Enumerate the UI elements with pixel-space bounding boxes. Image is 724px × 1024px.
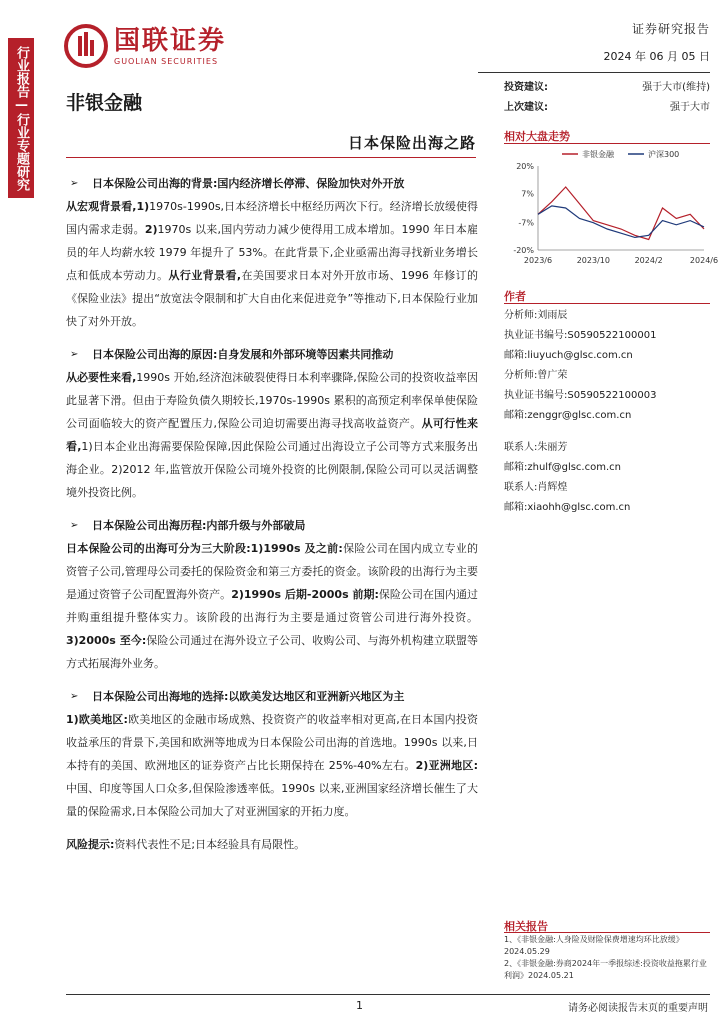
author-row [504, 306, 710, 326]
author-field-value: 朱丽芳 [537, 442, 568, 453]
logo-name-cn: 国联证券 [114, 26, 227, 56]
risk-warning [66, 833, 478, 856]
report-title: 日本保险出海之路 [347, 134, 476, 152]
author-row [504, 386, 710, 406]
author-row [504, 366, 710, 386]
rating-block [504, 78, 710, 118]
authors-section-title: 作者 [504, 290, 526, 303]
chart-series-line-0 [538, 187, 704, 240]
title-divider [66, 157, 476, 158]
risk-text: 资料代表性不足;日本经验具有局限性。 [114, 838, 306, 851]
logo-name-en: GUOLIAN SECURITIES [114, 57, 219, 66]
report-category-tab: 行业报告—行业专题研究 [8, 38, 34, 198]
author-row [504, 406, 710, 426]
author-field-label: 联系人: [504, 482, 538, 493]
bullet-arrow-icon: ➢ [70, 520, 79, 531]
risk-label: 风险提示: [66, 838, 115, 851]
author-field-label: 分析师: [504, 310, 538, 321]
related-report-item: 1、《非银金融:人身险及财险保费增速均环比放缓》2024.05.29 [504, 935, 684, 956]
author-row [504, 498, 710, 518]
author-field-value: 刘雨辰 [537, 310, 568, 321]
chart-ytick-label: -20% [513, 246, 534, 255]
section-heading-text: 日本保险公司出海的原因:自身发展和外部环境等因素共同推动 [92, 348, 394, 361]
author-field-value: 曾广荣 [537, 370, 568, 381]
author-row [504, 346, 710, 366]
chart-legend-label: 非银金融 [582, 150, 614, 159]
author-field-label: 邮箱: [504, 462, 528, 473]
rating-previous-label: 上次建议: [504, 102, 548, 113]
related-section-title: 相关报告 [504, 920, 548, 933]
bullet-arrow-icon: ➢ [70, 178, 79, 189]
author-row [504, 478, 710, 498]
section-heading [66, 172, 478, 195]
header-meta [604, 22, 710, 64]
author-field-label: 邮箱: [504, 410, 528, 421]
section-heading-text: 日本保险公司出海地的选择:以欧美发达地区和亚洲新兴地区为主 [92, 690, 405, 703]
report-type: 证券研究报告 [631, 22, 710, 36]
author-field-value: zenggr@glsc.com.cn [527, 410, 632, 421]
sector-name: 非银金融 [66, 92, 143, 114]
header-divider [478, 72, 710, 73]
company-logo [64, 24, 226, 68]
authors-section-divider [504, 303, 710, 304]
chart-ytick-label: 7% [521, 189, 534, 199]
author-field-value: S0590522100003 [567, 390, 657, 401]
author-field-label: 邮箱: [504, 350, 528, 361]
chart-legend-label: 沪深300 [648, 150, 680, 159]
author-row [504, 458, 710, 478]
chart-xtick-label: 2024/6 [689, 256, 719, 265]
section-paragraph: 从宏观背景看,1)1970s-1990s,日本经济增长中枢经历两次下行。经济增长放缓使得国内需求走弱。2)1970s 以来,国内劳动力减少使得用工成本增加。1990 年日本雇员的年人均薪水较 1979 年提升了 53%。在此背景下,企业亟需出海寻找新业务增长点和低成本劳动力。从行业背景看,在美国要求日本对外开放市场、1996 年修订的《保险业法》提出“放宽法令限制和扩大自由化来促进竞争”等推动下,日本保险行业加快了对外开放。 [66, 200, 478, 328]
bullet-arrow-icon: ➢ [70, 691, 79, 702]
chart-ytick-label: 20% [516, 162, 534, 171]
author-field-label: 邮箱: [504, 502, 528, 513]
author-field-value: xiaohh@glsc.com.cn [527, 502, 631, 513]
author-field-label: 执业证书编号: [504, 390, 568, 401]
rating-previous-value: 强于大市 [670, 102, 710, 113]
section-heading [66, 343, 478, 366]
chart-xtick-label: 2023/6 [523, 256, 553, 265]
section-heading-text: 日本保险公司出海历程:内部升级与外部破局 [92, 519, 306, 532]
section-heading [66, 685, 478, 708]
guolian-logo-icon [64, 24, 108, 68]
related-reports-list [504, 934, 710, 982]
chart-series-line-1 [538, 206, 704, 238]
relative-performance-chart [504, 146, 719, 272]
author-field-label: 执业证书编号: [504, 330, 568, 341]
authors-list [504, 306, 710, 518]
page-number: 1 [356, 999, 363, 1012]
rating-current-value: 强于大市(维持) [642, 82, 710, 93]
author-row [504, 438, 710, 458]
footer-disclaimer: 请务必阅读报告末页的重要声明 [568, 1003, 708, 1014]
chart-section-title: 相对大盘走势 [504, 130, 570, 143]
author-field-value: S0590522100001 [567, 330, 657, 341]
author-field-value: 肖辉煌 [537, 482, 568, 493]
chart-ytick-label: -7% [518, 218, 534, 228]
chart-xtick-label: 2023/10 [576, 256, 610, 265]
footer-divider [66, 994, 710, 995]
main-content [66, 172, 478, 856]
chart-xtick-label: 2024/2 [634, 256, 663, 265]
author-field-value: zhulf@glsc.com.cn [527, 462, 621, 473]
section-paragraph: 从必要性来看,1990s 开始,经济泡沫破裂使得日本利率骤降,保险公司的投资收益率因此显著下滑。但由于寿险负债久期较长,1970s-1990s 累积的高预定利率保单使保险公司面临较大的资产配置压力,保险公司迫切需要出海寻找高收益资产。从可行性来看,1)日本企业出海需要保险保障,因此保险公司通过出海设立子公司等方式来服务出海企业。2)2012 年,监管放开保险公司境外投资的比例限制,保险公司可以灵活调整境外投资比例。 [66, 371, 478, 499]
chart-section-divider [504, 143, 710, 144]
author-field-label: 联系人: [504, 442, 538, 453]
section-heading [66, 514, 478, 537]
author-field-value: liuyuch@glsc.com.cn [527, 350, 633, 361]
related-section-divider [504, 932, 710, 933]
author-row [504, 326, 710, 346]
author-field-label: 分析师: [504, 370, 538, 381]
section-heading-text: 日本保险公司出海的背景:国内经济增长停滞、保险加快对外开放 [92, 177, 405, 190]
report-date: 2024 年 06 月 05 日 [603, 50, 710, 63]
bullet-arrow-icon: ➢ [70, 349, 79, 360]
section-paragraph: 日本保险公司的出海可分为三大阶段:1)1990s 及之前:保险公司在国内成立专业的资管子公司,管理母公司委托的保险资金和第三方委托的资金。该阶段的出海行为主要是通过资管子公司配置海外资产。2)1990s 后期-2000s 前期:保险公司在国内通过并购重组提升整体实力。该阶段的出海行为主要是通过资管公司进行海外投资。3)2000s 至今:保险公司通过在海外设立子公司、收购公司、与海外机构建立联盟等方式拓展海外业务。 [66, 542, 478, 670]
related-report-item: 2、《非银金融:券商2024年一季报综述:投资收益拖累行业利润》2024.05.21 [504, 959, 707, 980]
section-paragraph: 1)欧美地区:欧美地区的金融市场成熟、投资资产的收益率相对更高,在日本国内投资收益承压的背景下,美国和欧洲等地成为日本保险公司出海的首选地。1990s 以来,日本持有的美国、欧洲地区的证券资产占比长期保持在 25%-40%左右。2)亚洲地区:中国、印度等国人口众多,但保险渗透率低。1990s 以来,亚洲国家经济增长催生了大量的保险需求,日本保险公司加大了对亚洲国家的开拓力度。 [66, 713, 478, 818]
rating-current-label: 投资建议: [504, 82, 548, 93]
